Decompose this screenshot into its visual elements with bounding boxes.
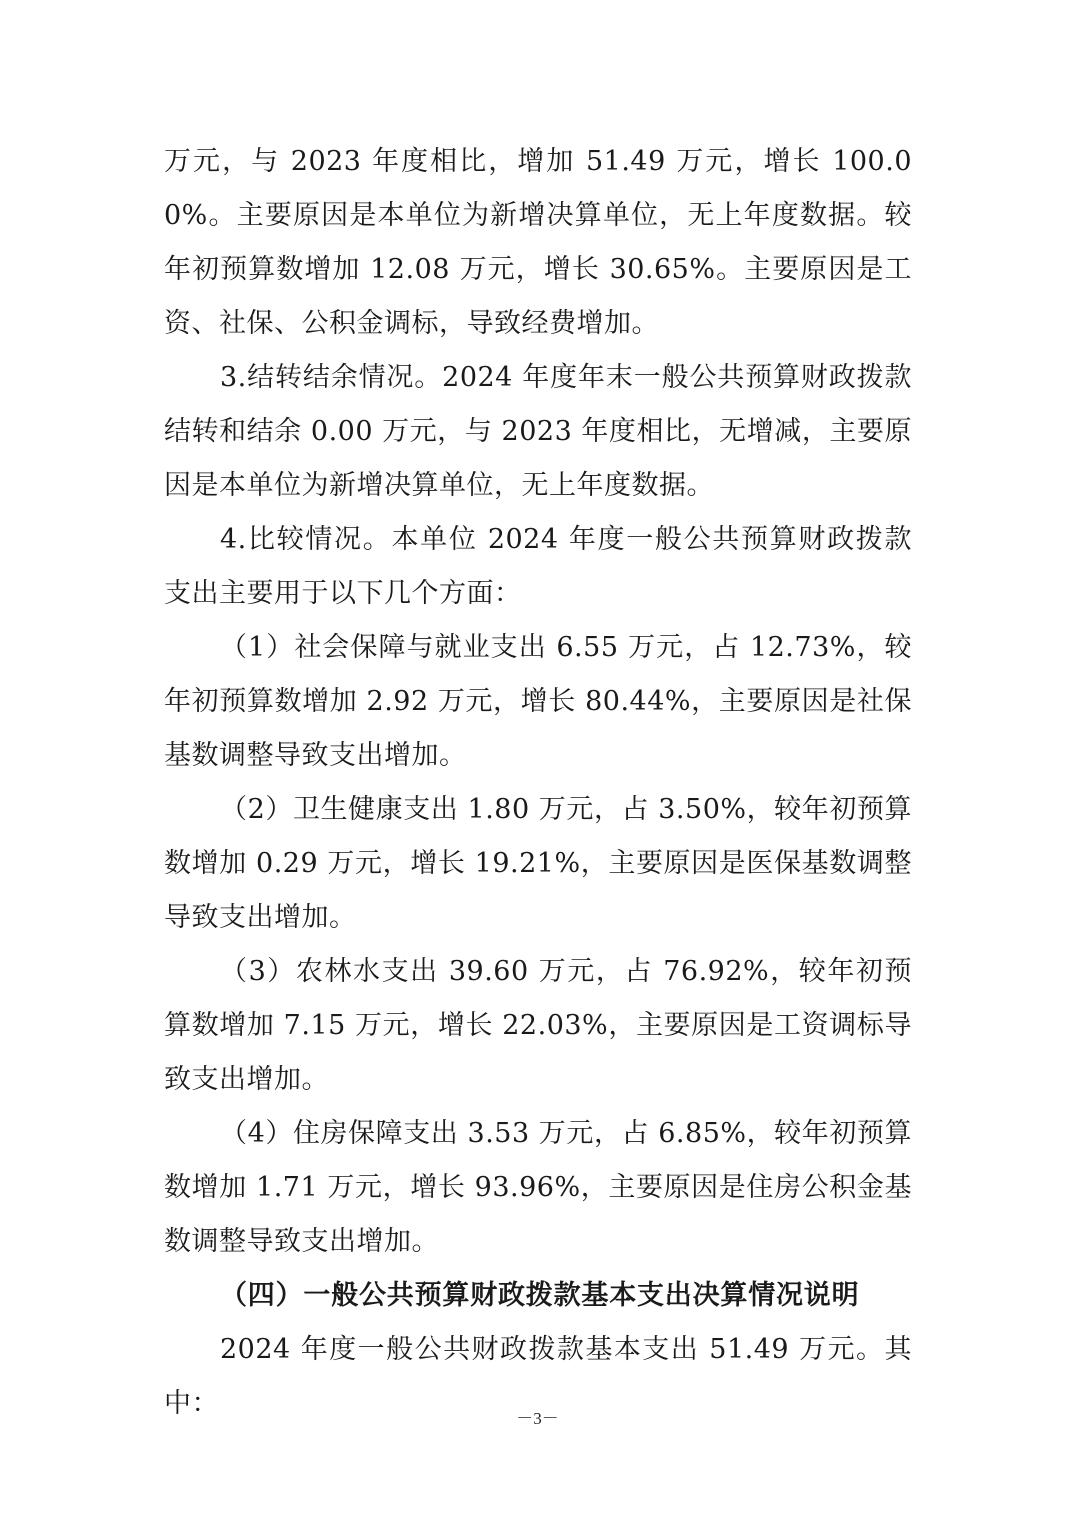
document-body [164, 135, 912, 1431]
paragraph-housing: （4）住房保障支出 3.53 万元，占 6.85%，较年初预算数增加 1.71 万元，增长 93.96%，主要原因是住房公积金基数调整导致支出增加。 [164, 1118, 912, 1257]
page-number: －3－ [516, 1409, 559, 1428]
paragraph-comparison: 4.比较情况。本单位 2024 年度一般公共预算财政拨款支出主要用于以下几个方面： [164, 524, 912, 609]
paragraph-health: （2）卫生健康支出 1.80 万元，占 3.50%，较年初预算数增加 0.29 万元，增长 19.21%，主要原因是医保基数调整导致支出增加。 [164, 794, 912, 933]
paragraph-agriculture: （3）农林水支出 39.60 万元，占 76.92%，较年初预算数增加 7.15 万元，增长 22.03%，主要原因是工资调标导致支出增加。 [164, 956, 912, 1095]
paragraph-carryover-balance: 3.结转结余情况。2024 年度年末一般公共预算财政拨款结转和结余 0.00 万元，与 2023 年度相比，无增减，主要原因是本单位为新增决算单位，无上年度数据。 [164, 362, 912, 501]
paragraph-continuation: 万元，与 2023 年度相比，增加 51.49 万元，增长 100.00%。主要原因是本单位为新增决算单位，无上年度数据。较年初预算数增加 12.08 万元，增长 30.65%。主要原因是工资、社保、公积金调标，导致经费增加。 [164, 146, 912, 339]
paragraph-basic-expenditure: 2024 年度一般公共财政拨款基本支出 51.49 万元。其中： [164, 1334, 912, 1419]
section-subheading: （四）一般公共预算财政拨款基本支出决算情况说明 [220, 1280, 860, 1311]
paragraph-social-security: （1）社会保障与就业支出 6.55 万元，占 12.73%，较年初预算数增加 2.92 万元，增长 80.44%，主要原因是社保基数调整导致支出增加。 [164, 632, 912, 771]
